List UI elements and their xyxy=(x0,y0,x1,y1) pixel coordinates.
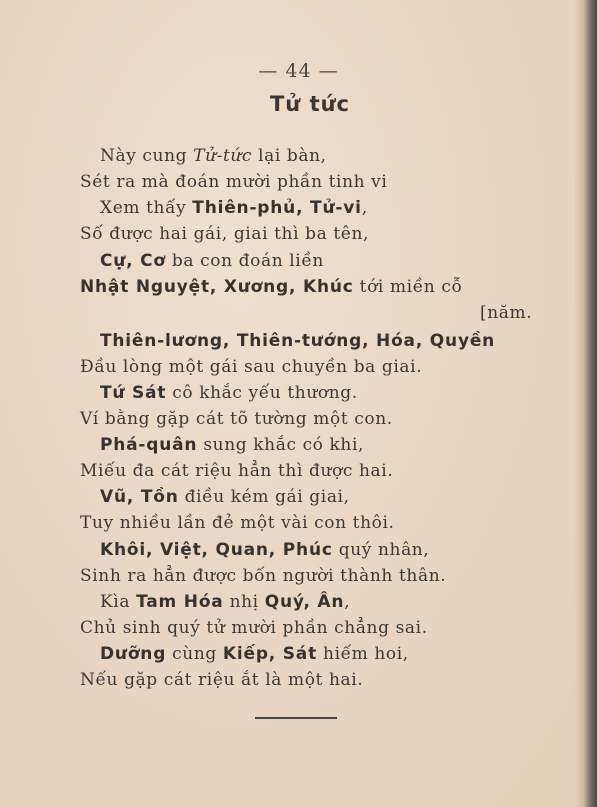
section-title: Tử tức xyxy=(269,92,351,116)
poem-line: Nhật Nguyệt, Xương, Khúc tới miền cỗ xyxy=(80,277,463,297)
poem-line: Vũ, Tồn điều kém gái giai, xyxy=(100,487,350,507)
poem-line: Kìa Tam Hóa nhị Quý, Ân, xyxy=(100,592,351,612)
poem-line: Sinh ra hẳn được bốn người thành thân. xyxy=(80,566,447,586)
poem-line: Đầu lòng một gái sau chuyền ba giai. xyxy=(80,357,423,377)
poem-line: Chủ sinh quý tử mười phần chẳng sai. xyxy=(80,618,428,638)
closing-rule xyxy=(255,717,337,719)
page-number: — 44 — xyxy=(258,60,339,82)
poem-line: Cự, Cơ ba con đoán liền xyxy=(100,251,324,271)
poem-line: Miếu đa cát riệu hẳn thì được hai. xyxy=(80,461,394,481)
poem-line: Ví bằng gặp cát tõ tường một con. xyxy=(80,409,393,429)
poem-line: Nếu gặp cát riệu ắt là một hai. xyxy=(80,670,364,690)
poem-line: Này cung Tử-tức lại bàn, xyxy=(100,146,327,166)
poem-line: Sét ra mà đoán mười phần tinh vi xyxy=(80,172,388,192)
poem-line: Xem thấy Thiên-phủ, Tử-vi, xyxy=(100,198,368,218)
poem-line: Tuy nhiều lần đẻ một vài con thôi. xyxy=(80,513,395,533)
poem-line: Tứ Sát cô khắc yếu thương. xyxy=(100,383,358,403)
poem-line: Số được hai gái, giai thì ba tên, xyxy=(80,224,370,244)
poem-line-continuation: [năm. xyxy=(480,303,533,323)
poem-line: Phá-quân sung khắc có khi, xyxy=(100,435,365,455)
poem-line: Khôi, Việt, Quan, Phúc quý nhân, xyxy=(100,540,430,560)
poem-line: Dưỡng cùng Kiếp, Sát hiếm hoi, xyxy=(100,644,409,664)
poem-line: Thiên-lương, Thiên-tướng, Hóa, Quyền xyxy=(100,331,496,351)
page-edge-shadow xyxy=(575,0,597,807)
